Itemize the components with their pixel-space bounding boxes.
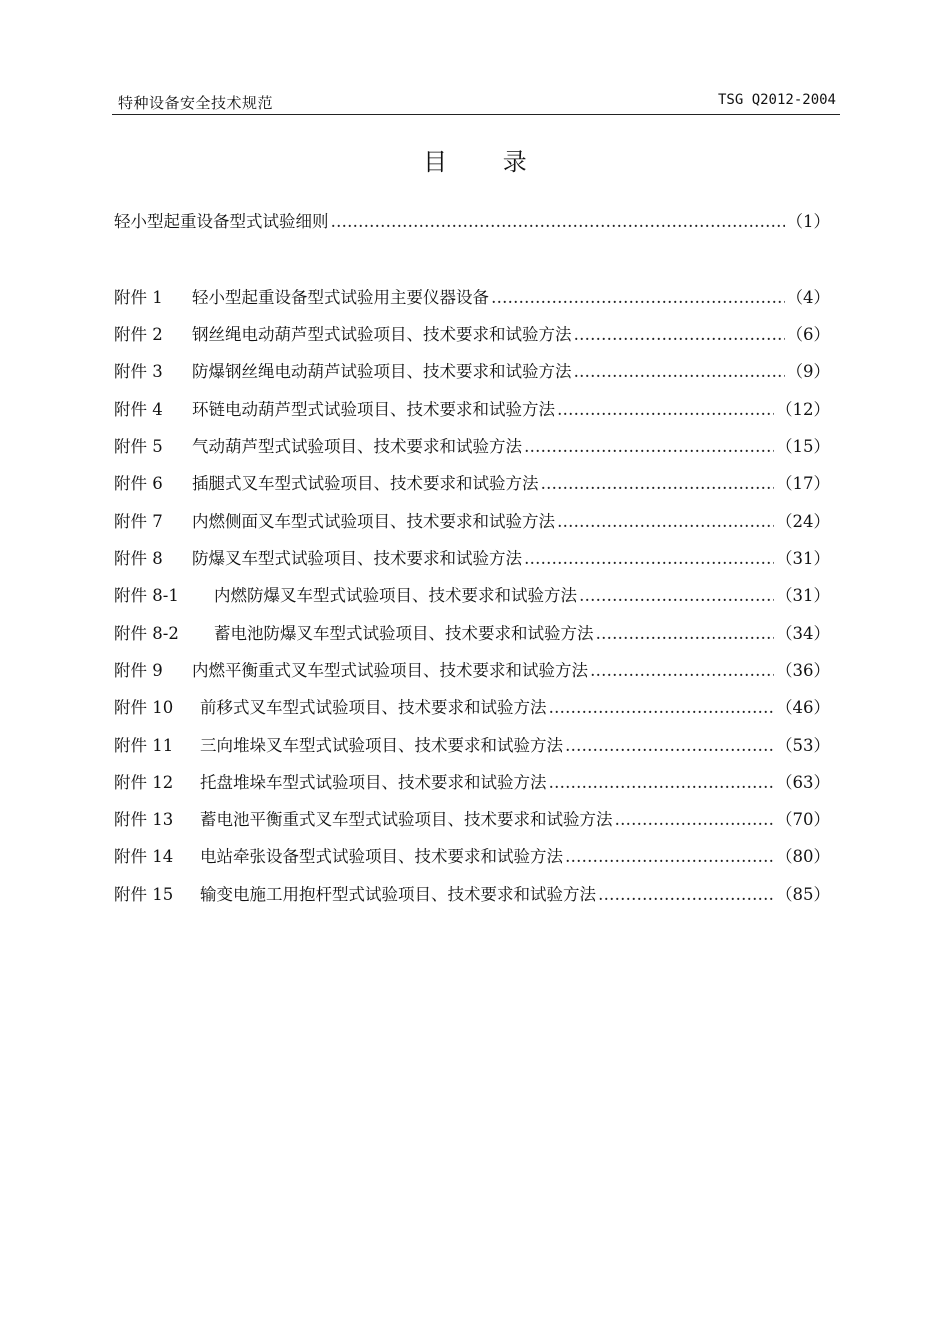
toc-entry-label [114,508,555,532]
toc-page-number: （17） [776,474,830,493]
toc-entry[interactable] [114,208,830,234]
toc-entry-label [114,694,547,718]
toc-attachment-number: 附件 13 [114,810,174,829]
toc-dot-leader [563,847,776,866]
toc-entry-title: 气动葫芦型式试验项目、技术要求和试验方法 [192,437,522,456]
toc-dot-leader [596,885,776,904]
toc-dot-leader [577,586,776,605]
toc-entry-label [114,582,577,606]
toc-entry-label [114,843,563,867]
toc-page-number: （34） [776,624,830,643]
toc-page-number: （85） [776,885,830,904]
toc-entry-label [114,732,563,756]
toc-entry-title: 防爆叉车型式试验项目、技术要求和试验方法 [192,549,522,568]
toc-attachment-number: 附件 2 [114,325,163,344]
toc-entry[interactable] [114,321,830,347]
toc-dot-leader [588,661,776,680]
toc-page-number: （24） [776,512,830,531]
toc-entry-label [114,321,572,345]
toc-dot-leader [613,810,777,829]
toc-dot-leader [547,698,777,717]
toc-page-number: （36） [776,661,830,680]
toc-entry-title: 蓄电池平衡重式叉车型式试验项目、技术要求和试验方法 [200,810,613,829]
toc-entry-title: 钢丝绳电动葫芦型式试验项目、技术要求和试验方法 [192,325,572,344]
toc-dot-leader [555,400,776,419]
toc-entry-label [114,806,613,830]
toc-entry-title: 插腿式叉车型式试验项目、技术要求和试验方法 [192,474,539,493]
toc-dot-leader [539,474,777,493]
page-header [112,88,840,115]
toc-entry-title: 电站牵张设备型式试验项目、技术要求和试验方法 [200,847,563,866]
toc-page-number: （31） [776,549,830,568]
toc-entry[interactable] [114,508,830,534]
toc-attachment-number: 附件 4 [114,400,163,419]
toc-entry-title: 三向堆垛叉车型式试验项目、技术要求和试验方法 [200,736,563,755]
toc-page-number: （15） [776,437,830,456]
toc-entry[interactable] [114,732,830,758]
toc-dot-leader [329,212,787,231]
toc-entry-title: 轻小型起重设备型式试验细则 [114,212,329,231]
toc-attachment-number: 附件 8 [114,549,163,568]
toc-dot-leader [489,288,787,307]
toc-entry-label [114,881,596,905]
toc-attachment-number: 附件 1 [114,288,163,307]
toc-page-number: （46） [776,698,830,717]
toc-entry[interactable] [114,545,830,571]
toc-attachment-number: 附件 10 [114,698,174,717]
toc-entry-label [114,620,594,644]
toc-dot-leader [547,773,777,792]
toc-entry-title: 轻小型起重设备型式试验用主要仪器设备 [192,288,489,307]
toc-dot-leader [555,512,776,531]
header-standard-code: TSG Q2012-2004 [717,92,836,108]
toc-entry-label [114,657,588,681]
toc-page-number: （9） [786,362,830,381]
toc-entry[interactable] [114,843,830,869]
toc-entry[interactable] [114,769,830,795]
toc-attachment-number: 附件 9 [114,661,163,680]
toc-entry[interactable] [114,657,830,683]
toc-entry[interactable] [114,694,830,720]
toc-attachment-number: 附件 8-1 [114,586,179,605]
toc-entry-label [114,433,522,457]
toc-attachment-number: 附件 8-2 [114,624,179,643]
toc-entry-label [114,208,329,232]
toc-entry-title: 前移式叉车型式试验项目、技术要求和试验方法 [200,698,547,717]
toc-attachment-number: 附件 14 [114,847,174,866]
toc-entry[interactable] [114,396,830,422]
toc-entry[interactable] [114,620,830,646]
toc-attachment-number: 附件 11 [114,736,174,755]
toc-dot-leader [572,362,787,381]
toc-entry-label [114,769,547,793]
toc-attachment-number: 附件 12 [114,773,174,792]
toc-entry-title: 内燃防爆叉车型式试验项目、技术要求和试验方法 [214,586,577,605]
toc-entry-title: 托盘堆垛车型式试验项目、技术要求和试验方法 [200,773,547,792]
toc-entry-title: 防爆钢丝绳电动葫芦试验项目、技术要求和试验方法 [192,362,572,381]
toc-entry-title: 环链电动葫芦型式试验项目、技术要求和试验方法 [192,400,555,419]
toc-page-number: （4） [786,288,830,307]
toc-page-number: （53） [776,736,830,755]
toc-page-number: （70） [776,810,830,829]
toc-attachment-number: 附件 3 [114,362,163,381]
toc-dot-leader [522,549,776,568]
toc-entry-label [114,545,522,569]
toc-entry-title: 蓄电池防爆叉车型式试验项目、技术要求和试验方法 [214,624,594,643]
toc-entry-label [114,396,555,420]
toc-entry[interactable] [114,470,830,496]
toc-entry[interactable] [114,433,830,459]
toc-entry-title: 内燃平衡重式叉车型式试验项目、技术要求和试验方法 [192,661,588,680]
toc-page-number: （6） [786,325,830,344]
toc-entry[interactable] [114,806,830,832]
toc-entry[interactable] [114,881,830,907]
toc-entry[interactable] [114,358,830,384]
toc-attachment-number: 附件 7 [114,512,163,531]
toc-entry-title: 输变电施工用抱杆型式试验项目、技术要求和试验方法 [200,885,596,904]
toc-entry-title: 内燃侧面叉车型式试验项目、技术要求和试验方法 [192,512,555,531]
page-title: 目 录 [423,148,527,176]
toc-entry[interactable] [114,582,830,608]
toc-page-number: （63） [776,773,830,792]
toc-page-number: （31） [776,586,830,605]
toc-attachment-number: 附件 15 [114,885,174,904]
toc-page-number: （12） [776,400,830,419]
toc-entry-label [114,358,572,382]
toc-dot-leader [563,736,776,755]
toc-entry-label [114,470,539,494]
toc-entry[interactable] [114,284,830,310]
toc-page-number: （1） [786,212,830,231]
toc-attachment-number: 附件 5 [114,437,163,456]
toc-dot-leader [522,437,776,456]
toc-dot-leader [594,624,777,643]
toc-page-number: （80） [776,847,830,866]
header-spec-category: 特种设备安全技术规范 [118,94,274,112]
toc-dot-leader [572,325,787,344]
toc-attachment-number: 附件 6 [114,474,163,493]
toc-entry-label [114,284,489,308]
